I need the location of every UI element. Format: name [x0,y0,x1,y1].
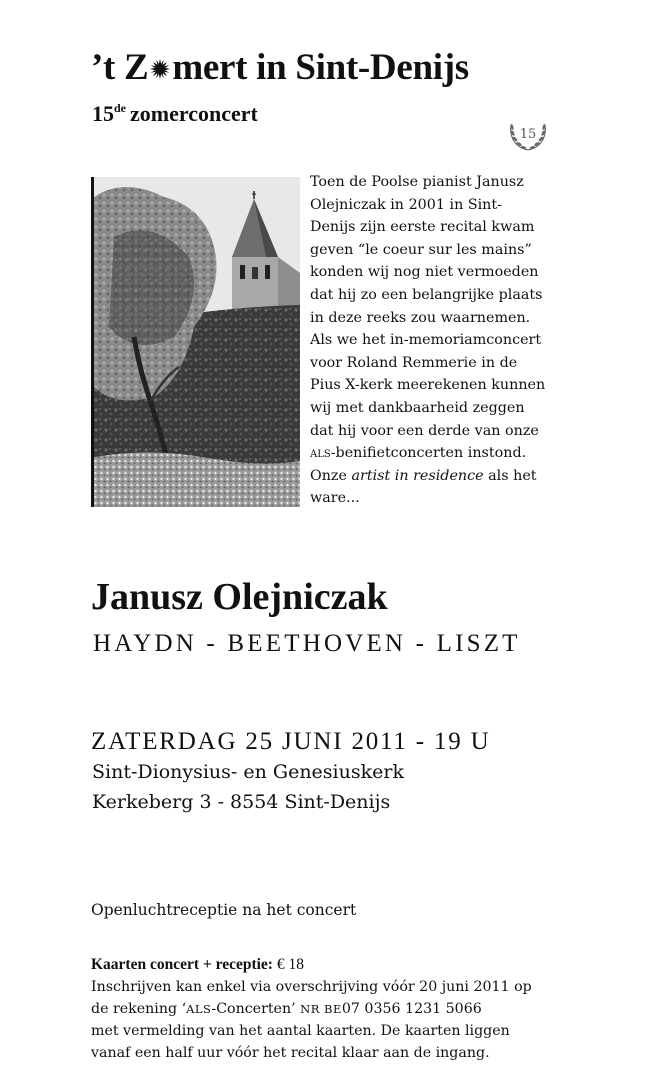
intro-line: wij met dankbaarheid zeggen [310,399,525,416]
account-number: 07 0356 1231 5066 [341,1001,482,1017]
intro-text: als het [483,467,537,484]
intro-line: geven “le coeur sur les mains” [310,241,532,258]
intro-line [310,465,575,488]
info-line: vanaf een half uur vóór het recital klaar aan de ingang. [91,1045,490,1061]
intro-line: Toen de Poolse pianist Janusz [310,174,524,190]
registration-info [91,976,561,1064]
ticket-price [91,953,304,977]
intro-line: Denijs zijn eerste recital kwam [310,219,535,236]
intro-text: -benifietconcerten instond. [330,445,527,462]
intro-line: dat hij voor een derde van onze [310,422,539,439]
subtitle-superscript: de [114,101,126,115]
badge-number: 15 [519,127,537,142]
info-line: Inschrijven kan enkel via overschrijving vóór 20 juni 2011 op [91,979,532,995]
ticket-label: Kaarten concert + receptie: [91,956,273,973]
venue-name: Sint-Dionysius- en Genesiuskerk [92,761,404,783]
info-line: met vermelding van het aantal kaarten. De kaarten liggen [91,1023,510,1039]
subtitle-number: 15 [92,101,114,126]
info-line [91,998,561,1020]
artist-name: Janusz Olejniczak [91,576,388,618]
reception-note: Openluchtreceptie na het concert [91,901,357,919]
title-part-2: mert in Sint-Denijs [172,47,469,88]
intro-line: Olejniczak in 2001 in Sint- [310,196,502,213]
intro-line: dat hij zo een belangrijke plaats [310,286,543,303]
sun-star-icon [149,57,171,81]
title-part-1: ’t Z [91,47,149,88]
church-tower-garden-photo [91,177,300,507]
als-abbrev: als [310,445,331,462]
page-subtitle [92,94,258,128]
intro-paragraph [310,171,575,510]
info-text: -Concerten’ [211,1001,301,1017]
intro-line: Pius X-kerk meerekenen kunnen [310,377,546,394]
intro-line: in deze reeks zou waarnemen. [310,309,531,326]
intro-line: konden wij nog niet vermoeden [310,264,539,281]
ticket-amount: € 18 [272,956,304,973]
info-text: de rekening ‘ [91,1001,187,1017]
composers: HAYDN - BEETHOVEN - LISZT [93,630,521,657]
intro-italic: artist in residence [351,467,484,484]
venue [92,757,404,817]
venue-address: Kerkeberg 3 - 8554 Sint-Denijs [92,791,391,813]
page-title [91,46,469,90]
concert-date: ZATERDAG 25 JUNI 2011 - 19 U [91,728,491,755]
intro-text: Onze [310,467,352,484]
als-abbrev: ALS [186,1002,212,1016]
intro-line: ware... [310,490,360,507]
intro-line: Als we het in-memoriamconcert [310,332,542,349]
laurel-wreath-icon [504,108,552,156]
intro-line [310,442,575,465]
intro-line: voor Roland Remmerie in de [310,354,518,371]
account-prefix: NR BE [300,1002,342,1016]
subtitle-text: zomerconcert [130,101,258,126]
